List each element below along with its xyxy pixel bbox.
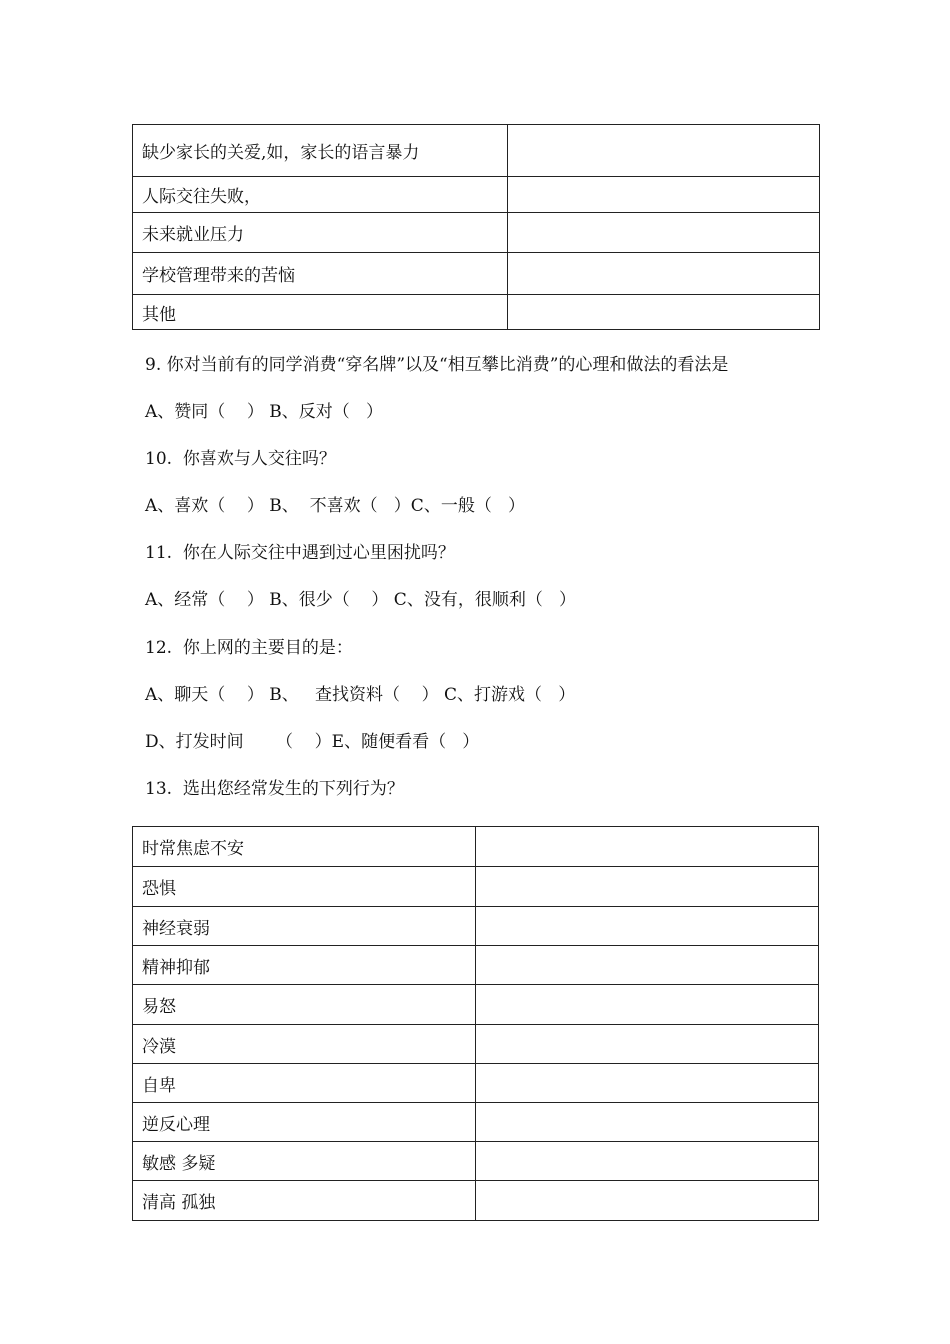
row-label: 自卑 bbox=[133, 1064, 476, 1103]
table-row bbox=[133, 1064, 819, 1103]
table-row bbox=[133, 1025, 819, 1064]
question-12-options-line1[interactable]: A、聊天（ ） B、 查找资料（ ） C、打游戏（ ） bbox=[145, 685, 576, 705]
table-row bbox=[133, 827, 819, 867]
row-label: 人际交往失败， bbox=[133, 177, 508, 213]
answer-cell[interactable] bbox=[476, 867, 819, 907]
question-13-text: 13. 选出您经常发生的下列行为？ bbox=[145, 779, 404, 799]
table-row bbox=[133, 213, 820, 253]
row-label: 时常焦虑不安 bbox=[133, 827, 476, 867]
table-row bbox=[133, 295, 820, 330]
stress-sources-table bbox=[132, 124, 820, 330]
answer-cell[interactable] bbox=[476, 946, 819, 985]
table-row bbox=[133, 1103, 819, 1142]
table-row bbox=[133, 125, 820, 177]
question-9-text: 9. 你对当前有的同学消费“穿名牌”以及“相互攀比消费”的心理和做法的看法是 bbox=[145, 355, 729, 375]
answer-cell[interactable] bbox=[508, 253, 820, 295]
answer-cell[interactable] bbox=[476, 1181, 819, 1221]
row-label: 缺少家长的关爱,如，家长的语言暴力 bbox=[133, 125, 508, 177]
row-label: 未来就业压力 bbox=[133, 213, 508, 253]
row-label: 清高 孤独 bbox=[133, 1181, 476, 1221]
answer-cell[interactable] bbox=[476, 1025, 819, 1064]
answer-cell[interactable] bbox=[476, 827, 819, 867]
row-label: 学校管理带来的苦恼 bbox=[133, 253, 508, 295]
row-label: 敏感 多疑 bbox=[133, 1142, 476, 1181]
row-label: 冷漠 bbox=[133, 1025, 476, 1064]
answer-cell[interactable] bbox=[476, 1064, 819, 1103]
table-row bbox=[133, 985, 819, 1025]
behaviors-table bbox=[132, 826, 819, 1221]
table-row bbox=[133, 1181, 819, 1221]
row-label: 恐惧 bbox=[133, 867, 476, 907]
answer-cell[interactable] bbox=[508, 177, 820, 213]
answer-cell[interactable] bbox=[476, 985, 819, 1025]
answer-cell[interactable] bbox=[508, 213, 820, 253]
question-12-text: 12. 你上网的主要目的是： bbox=[145, 638, 353, 658]
answer-cell[interactable] bbox=[476, 907, 819, 946]
answer-cell[interactable] bbox=[476, 1142, 819, 1181]
answer-cell[interactable] bbox=[508, 125, 820, 177]
question-9-options[interactable]: A、赞同（ ） B、反对（ ） bbox=[145, 402, 383, 422]
table-row bbox=[133, 253, 820, 295]
answer-cell[interactable] bbox=[508, 295, 820, 330]
table-row bbox=[133, 946, 819, 985]
table-row bbox=[133, 177, 820, 213]
table-row bbox=[133, 867, 819, 907]
question-10-text: 10. 你喜欢与人交往吗？ bbox=[145, 449, 336, 469]
question-11-text: 11. 你在人际交往中遇到过心里困扰吗？ bbox=[145, 543, 455, 563]
question-10-options[interactable]: A、喜欢（ ） B、 不喜欢（ ）C、一般（ ） bbox=[145, 496, 526, 516]
question-11-options[interactable]: A、经常（ ） B、很少（ ） C、没有，很顺利（ ） bbox=[145, 590, 577, 610]
question-12-options-line2[interactable]: D、打发时间 （ ）E、随便看看（ ） bbox=[145, 732, 480, 752]
table-row bbox=[133, 1142, 819, 1181]
answer-cell[interactable] bbox=[476, 1103, 819, 1142]
row-label: 神经衰弱 bbox=[133, 907, 476, 946]
row-label: 其他 bbox=[133, 295, 508, 330]
row-label: 易怒 bbox=[133, 985, 476, 1025]
row-label: 逆反心理 bbox=[133, 1103, 476, 1142]
row-label: 精神抑郁 bbox=[133, 946, 476, 985]
table-row bbox=[133, 907, 819, 946]
